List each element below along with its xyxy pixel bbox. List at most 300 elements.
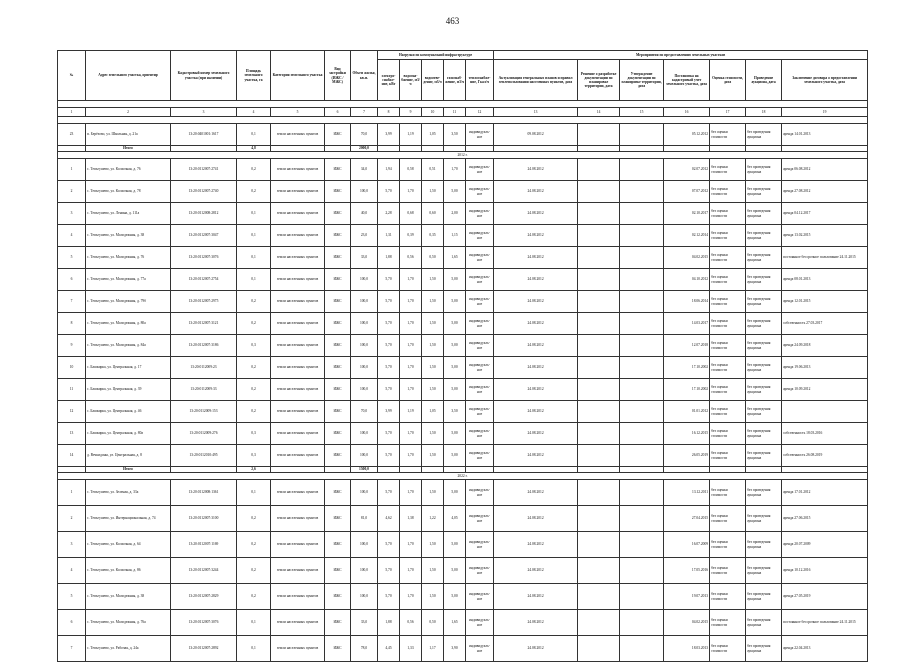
column-number: 5 (271, 108, 325, 117)
build-type: ИЖС (325, 181, 351, 203)
cadastral-registration-date: 18.03.2013 (664, 636, 710, 662)
area: 0,1 (237, 225, 271, 247)
address: с. Тепьгушево, ул. Рабочая, д. 24а (86, 636, 171, 662)
planning-decision-date (578, 291, 620, 313)
cadastral-registration-date: 19.07.2013 (664, 584, 710, 610)
gas-supply: 5,00 (444, 357, 466, 379)
contract: аренда 10.09.2012 (782, 379, 868, 401)
water-supply: 1,33 (400, 636, 422, 662)
area: 0,1 (237, 610, 271, 636)
area: 0,3 (237, 423, 271, 445)
housing-volume: 100,0 (351, 357, 378, 379)
valuation: без оценки стоимости (710, 610, 746, 636)
housing-volume: 100,0 (351, 181, 378, 203)
row-number: 11 (58, 379, 86, 401)
auction: без проведения аукциона (746, 159, 782, 181)
heat-supply: индивидуаль-ное (466, 269, 494, 291)
housing-volume: 33,0 (351, 610, 378, 636)
plan-actualization-date: 24.08.2012 (494, 247, 578, 269)
hdr-address: Адрес земельного участка, ориентир (86, 51, 171, 101)
area: 0,2 (237, 506, 271, 532)
housing-volume: 100,0 (351, 558, 378, 584)
planning-approval-date (620, 291, 664, 313)
heat-supply: индивидуаль-ное (466, 506, 494, 532)
row-number: 1 (58, 480, 86, 506)
address: с. Тепьгушево, ул. Колхозная, д. 64 (86, 532, 171, 558)
drainage: 1,50 (422, 269, 444, 291)
electricity: 1,88 (378, 610, 400, 636)
land-category: земли населенных пунктов (271, 401, 325, 423)
drainage: 0,35 (422, 225, 444, 247)
valuation: без оценки стоимости (710, 357, 746, 379)
plan-actualization-date: 09.08.2012 (494, 124, 578, 146)
valuation: без оценки стоимости (710, 532, 746, 558)
valuation: без оценки стоимости (710, 203, 746, 225)
valuation: без оценки стоимости (710, 445, 746, 467)
plan-actualization-date: 24.08.2012 (494, 313, 578, 335)
auction: без проведения аукциона (746, 357, 782, 379)
water-supply: 1,70 (400, 379, 422, 401)
cadastral-number: 13:20:0112009:153 (171, 401, 237, 423)
address: с. Башкирка, ул. Центральная, д. 80а (86, 423, 171, 445)
table-row (58, 124, 868, 146)
planning-approval-date (620, 610, 664, 636)
electricity: 5,70 (378, 379, 400, 401)
table-row (58, 357, 868, 379)
cadastral-number: 13:20:0112008:2812 (171, 203, 237, 225)
hdr-auction: Проведение аукциона, дата (746, 60, 782, 101)
drainage: 1,50 (422, 379, 444, 401)
water-supply: 1,70 (400, 480, 422, 506)
water-supply: 1,70 (400, 313, 422, 335)
gas-supply: 1,15 (444, 225, 466, 247)
hdr-water: водосна-бжение, м3/ч (400, 60, 422, 101)
land-category: земли населенных пунктов (271, 269, 325, 291)
auction: без проведения аукциона (746, 313, 782, 335)
planning-approval-date (620, 558, 664, 584)
drainage: 0,51 (422, 159, 444, 181)
heat-supply: индивидуаль-ное (466, 203, 494, 225)
build-type: ИЖС (325, 445, 351, 467)
land-category: земли населенных пунктов (271, 636, 325, 662)
hdr-build-type: Вид застройки (ИЖС / МЖС) (325, 51, 351, 101)
column-number: 11 (444, 108, 466, 117)
address: с. Тепьгушево, ул. Молодежная, д. 80а (86, 313, 171, 335)
housing-volume: 70,0 (351, 124, 378, 146)
table-row (58, 379, 868, 401)
cadastral-number: 13:20:0112010:495 (171, 445, 237, 467)
plan-actualization-date: 24.08.2012 (494, 610, 578, 636)
area: 0,1 (237, 636, 271, 662)
auction: без проведения аукциона (746, 225, 782, 247)
cadastral-number: 13:20:0112007:3076 (171, 610, 237, 636)
planning-approval-date (620, 124, 664, 146)
valuation: без оценки стоимости (710, 584, 746, 610)
table-row (58, 636, 868, 662)
row-number: 12 (58, 401, 86, 423)
contract: собственность 27.03.2017 (782, 313, 868, 335)
drainage: 0,50 (422, 247, 444, 269)
valuation: без оценки стоимости (710, 379, 746, 401)
cadastral-registration-date: 12.07.2018 (664, 335, 710, 357)
drainage: 1,05 (422, 124, 444, 146)
heat-supply: индивидуаль-ное (466, 401, 494, 423)
heat-supply: индивидуаль-ное (466, 610, 494, 636)
gas-supply: 5,00 (444, 269, 466, 291)
land-category: земли населенных пунктов (271, 313, 325, 335)
column-number: 4 (237, 108, 271, 117)
planning-approval-date (620, 313, 664, 335)
build-type: ИЖС (325, 225, 351, 247)
plan-actualization-date: 24.08.2012 (494, 584, 578, 610)
address: с. Тепьгушево, ул. Молодежная, д. 38 (86, 584, 171, 610)
heat-supply: индивидуаль-ное (466, 335, 494, 357)
table-row (58, 291, 868, 313)
table-row (58, 335, 868, 357)
hdr-events: Мероприятия по предоставлению земельных участков (494, 51, 868, 60)
plan-actualization-date: 24.08.2012 (494, 401, 578, 423)
column-numbers-row (58, 108, 868, 117)
total-area: 2,6 (237, 467, 271, 473)
cadastral-registration-date: 26.05.2019 (664, 445, 710, 467)
plan-actualization-date: 24.08.2012 (494, 357, 578, 379)
table-row (58, 203, 868, 225)
valuation: без оценки стоимости (710, 247, 746, 269)
valuation: без оценки стоимости (710, 636, 746, 662)
housing-volume: 100,0 (351, 480, 378, 506)
heat-supply: индивидуаль-ное (466, 357, 494, 379)
drainage: 1,50 (422, 445, 444, 467)
auction: без проведения аукциона (746, 181, 782, 203)
total-volume: 2000,0 (351, 146, 378, 152)
column-number: 3 (171, 108, 237, 117)
planning-decision-date (578, 379, 620, 401)
contract: аренда 17.01.2012 (782, 480, 868, 506)
drainage: 1,05 (422, 401, 444, 423)
planning-decision-date (578, 584, 620, 610)
address: с. Тепьгушево, ул. Молодежная, д. 77а (86, 269, 171, 291)
cadastral-number: 13:20:0112007:3076 (171, 247, 237, 269)
area: 0,2 (237, 532, 271, 558)
planning-decision-date (578, 558, 620, 584)
row-number: 4 (58, 558, 86, 584)
cadastral-registration-date: 16.12.2015 (664, 423, 710, 445)
gas-supply: 5,00 (444, 335, 466, 357)
auction: без проведения аукциона (746, 203, 782, 225)
cadastral-registration-date: 02.07.2012 (664, 159, 710, 181)
row-number: 6 (58, 269, 86, 291)
contract: аренда 12.01.2015 (782, 291, 868, 313)
auction: без проведения аукциона (746, 506, 782, 532)
column-number: 8 (378, 108, 400, 117)
table-row (58, 532, 868, 558)
area: 0,3 (237, 335, 271, 357)
planning-approval-date (620, 584, 664, 610)
contract: аренда 22.04.2013 (782, 636, 868, 662)
table-row (58, 558, 868, 584)
gas-supply: 1,65 (444, 610, 466, 636)
electricity: 5,70 (378, 532, 400, 558)
land-category: земли населенных пунктов (271, 181, 325, 203)
row-number: 3 (58, 532, 86, 558)
water-supply: 1,70 (400, 423, 422, 445)
cadastral-number: 13:20:0112008:1361 (171, 480, 237, 506)
valuation: без оценки стоимости (710, 313, 746, 335)
cadastral-registration-date: 17.10.2002 (664, 357, 710, 379)
planning-approval-date (620, 181, 664, 203)
planning-decision-date (578, 480, 620, 506)
table-row (58, 225, 868, 247)
housing-volume: 100,0 (351, 269, 378, 291)
heat-supply: индивидуаль-ное (466, 124, 494, 146)
total-area: 4,8 (237, 146, 271, 152)
plan-actualization-date: 24.08.2012 (494, 379, 578, 401)
contract: собственность 26.08.2019 (782, 445, 868, 467)
row-number: 7 (58, 636, 86, 662)
electricity: 5,70 (378, 445, 400, 467)
auction: без проведения аукциона (746, 423, 782, 445)
housing-volume: 100,0 (351, 313, 378, 335)
cadastral-registration-date: 02.10.2017 (664, 203, 710, 225)
planning-decision-date (578, 610, 620, 636)
auction: без проведения аукциона (746, 636, 782, 662)
area: 0,2 (237, 558, 271, 584)
build-type: ИЖС (325, 584, 351, 610)
electricity: 5,70 (378, 558, 400, 584)
contract: аренда 19.06.2013 (782, 357, 868, 379)
table-row (58, 480, 868, 506)
hdr-approval: Утверждение документации по планировке территории, дата (620, 60, 664, 101)
planning-approval-date (620, 636, 664, 662)
land-category: земли населенных пунктов (271, 445, 325, 467)
address: с. Башкирка, ул. Центральная, д. 46 (86, 401, 171, 423)
water-supply: 1,70 (400, 269, 422, 291)
drainage: 1,50 (422, 423, 444, 445)
area: 0,1 (237, 269, 271, 291)
water-supply: 1,38 (400, 506, 422, 532)
valuation: без оценки стоимости (710, 480, 746, 506)
area: 0,2 (237, 584, 271, 610)
housing-volume: 70,0 (351, 401, 378, 423)
column-number: 19 (782, 108, 868, 117)
hdr-registration: Постановка на кадастровый учет земельного участка, дата (664, 60, 710, 101)
land-category: земли населенных пунктов (271, 610, 325, 636)
contract: аренда 06.08.2012 (782, 159, 868, 181)
housing-volume: 34,0 (351, 159, 378, 181)
address: п. Берёзово, ул. Школьная, д. 21а (86, 124, 171, 146)
electricity: 5,70 (378, 291, 400, 313)
water-supply: 1,70 (400, 532, 422, 558)
housing-volume: 100,0 (351, 532, 378, 558)
cadastral-registration-date: 17.05.2016 (664, 558, 710, 584)
cadastral-registration-date: 02.12.2014 (664, 225, 710, 247)
cadastral-number: 13:20:0112009:23 (171, 357, 237, 379)
build-type: ИЖС (325, 247, 351, 269)
address: д. Вечкидоны, ул. Центральная, д. 8 (86, 445, 171, 467)
cadastral-number: 13:20:0112009:276 (171, 423, 237, 445)
address: с. Тепьгушево, ул. Ленина, д. 111а (86, 203, 171, 225)
address: с. Башкирка, ул. Центральная, д. 39 (86, 379, 171, 401)
gas-supply: 1,70 (444, 159, 466, 181)
build-type: ИЖС (325, 423, 351, 445)
auction: без проведения аукциона (746, 584, 782, 610)
water-supply: 1,70 (400, 445, 422, 467)
drainage: 1,17 (422, 636, 444, 662)
heat-supply: индивидуаль-ное (466, 558, 494, 584)
valuation: без оценки стоимости (710, 335, 746, 357)
electricity: 5,70 (378, 335, 400, 357)
planning-approval-date (620, 159, 664, 181)
area: 0,2 (237, 313, 271, 335)
cadastral-registration-date: 01.01.2012 (664, 401, 710, 423)
land-category: земли населенных пунктов (271, 584, 325, 610)
land-category: земли населенных пунктов (271, 159, 325, 181)
gas-supply: 4,05 (444, 506, 466, 532)
build-type: ИЖС (325, 506, 351, 532)
row-number: 14 (58, 445, 86, 467)
build-type: ИЖС (325, 558, 351, 584)
planning-approval-date (620, 401, 664, 423)
year-label: 2022 г. (58, 473, 868, 480)
table-row (58, 584, 868, 610)
water-supply: 0,39 (400, 225, 422, 247)
cadastral-number: 13:20:0112007:3100 (171, 506, 237, 532)
plan-actualization-date: 24.08.2012 (494, 291, 578, 313)
area: 0,1 (237, 203, 271, 225)
address: с. Тепьгушево, ул. Молодежная, д. 76 (86, 247, 171, 269)
address: с. Тепьгушево, ул. Колхозная, д. 78 (86, 181, 171, 203)
auction: без проведения аукциона (746, 610, 782, 636)
plan-actualization-date: 24.08.2012 (494, 480, 578, 506)
area: 0,2 (237, 401, 271, 423)
cadastral-number: 13:20:0112007:3186 (171, 335, 237, 357)
address: с. Тепьгушево, ул. Молодежная, д. 79б (86, 291, 171, 313)
gas-supply: 2,00 (444, 203, 466, 225)
plan-actualization-date: 24.08.2012 (494, 506, 578, 532)
electricity: 5,70 (378, 584, 400, 610)
cadastral-number: 13:20:0112007:2741 (171, 159, 237, 181)
column-number: 17 (710, 108, 746, 117)
row-number: 1 (58, 159, 86, 181)
column-number: 1 (58, 108, 86, 117)
row-number: 10 (58, 357, 86, 379)
table-row (58, 506, 868, 532)
build-type: ИЖС (325, 269, 351, 291)
gas-supply: 5,00 (444, 480, 466, 506)
drainage: 1,50 (422, 291, 444, 313)
electricity: 5,70 (378, 480, 400, 506)
drainage: 1,50 (422, 181, 444, 203)
column-number: 10 (422, 108, 444, 117)
hdr-valuation: Оценка стоимости, дата (710, 60, 746, 101)
table-row (58, 269, 868, 291)
housing-volume: 100,0 (351, 423, 378, 445)
cadastral-registration-date: 04.02.2015 (664, 610, 710, 636)
cadastral-number: 13:20:0112007:2829 (171, 584, 237, 610)
cadastral-registration-date: 18.06.2014 (664, 291, 710, 313)
column-number: 13 (494, 108, 578, 117)
row-number: 6 (58, 610, 86, 636)
gas-supply: 5,00 (444, 532, 466, 558)
build-type: ИЖС (325, 480, 351, 506)
gas-supply: 3,50 (444, 401, 466, 423)
total-label: Итого (86, 146, 171, 152)
land-plots-table (57, 50, 868, 662)
cadastral-registration-date: 04.02.2015 (664, 247, 710, 269)
row-number: 8 (58, 313, 86, 335)
land-category: земли населенных пунктов (271, 247, 325, 269)
address: с. Тепьгушево, ул. Колхозная, д. 86 (86, 558, 171, 584)
cadastral-registration-date: 07.07.2012 (664, 181, 710, 203)
valuation: без оценки стоимости (710, 181, 746, 203)
plan-actualization-date: 24.08.2012 (494, 181, 578, 203)
planning-decision-date (578, 269, 620, 291)
address: с. Тепьгушево, ул. Зеленая, д. 33а (86, 480, 171, 506)
electricity: 1,94 (378, 159, 400, 181)
table-row (58, 610, 868, 636)
spacer (58, 101, 868, 108)
year-row (58, 152, 868, 159)
planning-decision-date (578, 532, 620, 558)
auction: без проведения аукциона (746, 480, 782, 506)
planning-decision-date (578, 181, 620, 203)
contract: собственность 18.03.2016 (782, 423, 868, 445)
hdr-area: Площадь земельного участка, га (237, 51, 271, 101)
planning-decision-date (578, 335, 620, 357)
planning-approval-date (620, 357, 664, 379)
table-row (58, 423, 868, 445)
planning-approval-date (620, 506, 664, 532)
land-category: земли населенных пунктов (271, 379, 325, 401)
total-volume: 1500,0 (351, 467, 378, 473)
plan-actualization-date: 24.08.2012 (494, 532, 578, 558)
land-category: земли населенных пунктов (271, 558, 325, 584)
gas-supply: 3,90 (444, 636, 466, 662)
table-row (58, 181, 868, 203)
table-row (58, 313, 868, 335)
contract: аренда 27.08.2012 (782, 181, 868, 203)
auction: без проведения аукциона (746, 379, 782, 401)
hdr-infrastructure: Нагрузки по коммунальной инфраструктуре (378, 51, 494, 60)
build-type: ИЖС (325, 379, 351, 401)
land-category: земли населенных пунктов (271, 291, 325, 313)
area: 0,3 (237, 445, 271, 467)
water-supply: 0,58 (400, 159, 422, 181)
build-type: ИЖС (325, 636, 351, 662)
cadastral-number: 13:20:0401001:1617 (171, 124, 237, 146)
heat-supply: индивидуаль-ное (466, 480, 494, 506)
cadastral-registration-date: 17.10.2002 (664, 379, 710, 401)
heat-supply: индивидуаль-ное (466, 291, 494, 313)
contract: аренда 14.01.2013 (782, 124, 868, 146)
water-supply: 1,70 (400, 584, 422, 610)
planning-decision-date (578, 636, 620, 662)
build-type: ИЖС (325, 159, 351, 181)
planning-decision-date (578, 357, 620, 379)
contract: аренда 04.12.2017 (782, 203, 868, 225)
planning-approval-date (620, 423, 664, 445)
area: 0,1 (237, 247, 271, 269)
cadastral-number: 13:20:0112007:3244 (171, 558, 237, 584)
drainage: 1,50 (422, 480, 444, 506)
plan-actualization-date: 24.08.2012 (494, 269, 578, 291)
area: 0,1 (237, 480, 271, 506)
column-number: 9 (400, 108, 422, 117)
address: с. Тепьгушево, ул. Интернациональная, д. 74 (86, 506, 171, 532)
heat-supply: индивидуаль-ное (466, 636, 494, 662)
build-type: ИЖС (325, 203, 351, 225)
hdr-heat: теплоснабже-ние, Гкал/ч (466, 60, 494, 101)
